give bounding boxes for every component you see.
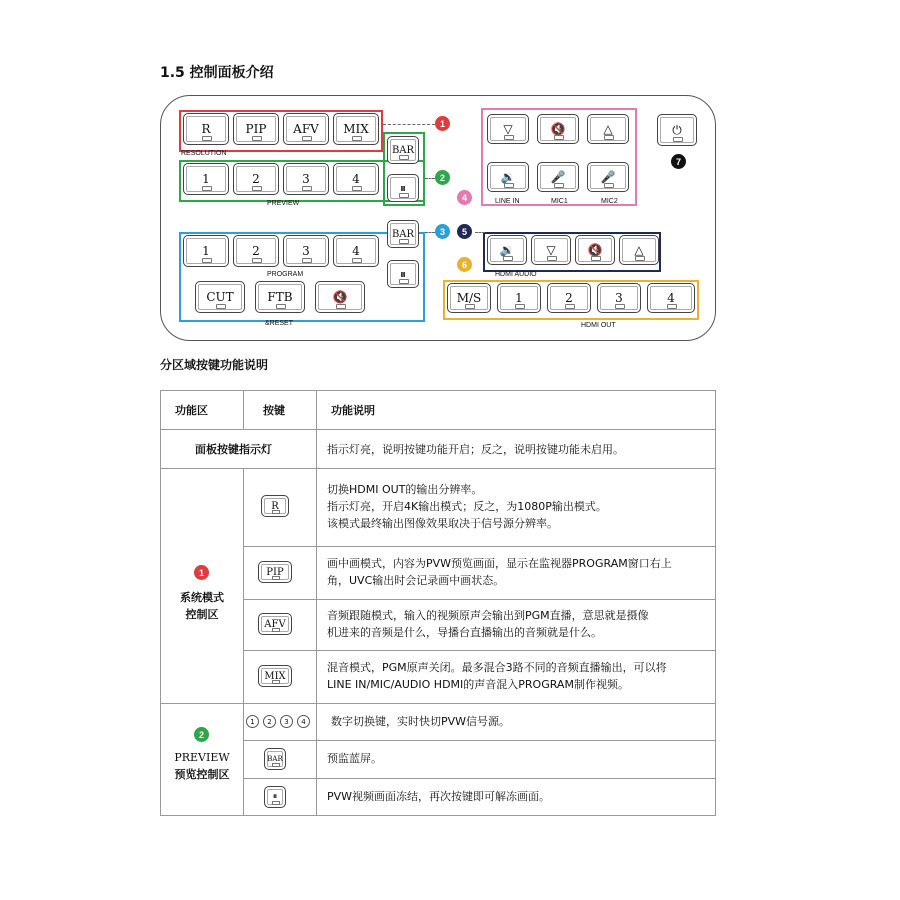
function-table [160, 390, 716, 816]
num-key-2: 2 [263, 715, 276, 728]
afv-desc-2: 机进来的音频是什么，导播台直播输出的音频就是什么。 [327, 626, 602, 639]
program-freeze-key: ⏸ [387, 260, 419, 288]
mic2-key: 🎤 [587, 162, 629, 192]
power-key: ⏻ [657, 114, 697, 146]
line-in-key: 🔉 [487, 162, 529, 192]
table-key-pip: PIP [258, 561, 292, 583]
table-key-r: R [261, 495, 289, 517]
control-panel-diagram [160, 95, 716, 341]
group2-badge: 2 [194, 727, 209, 742]
hdmi-audio-down-key: ▽ [531, 235, 571, 265]
num-key-1: 1 [246, 715, 259, 728]
audio-mute-key: 🔇 [537, 114, 579, 144]
mic2-label: MIC2 [601, 198, 618, 205]
header-key: 按键 [263, 404, 285, 417]
preview-freeze-key: ⏸ [387, 174, 419, 202]
hdmi-audio-volume-key: 🔉 [487, 235, 527, 265]
section-title: 1.5 控制面板介绍 [160, 65, 274, 81]
hdmi-out-label: HDMI OUT [581, 322, 616, 329]
table-key-afv: AFV [258, 613, 292, 635]
line-in-label: LINE IN [495, 198, 520, 205]
resolution-label: RESOLUTION [181, 150, 227, 157]
group1-name-1: 系统模式 [180, 591, 224, 604]
cut-key: CUT [195, 281, 245, 313]
key-r: R [183, 113, 229, 145]
freeze-desc: PVW视频画面冻结，再次按键即可解冻画面。 [327, 790, 551, 803]
table-key-mix: MIX [258, 665, 292, 687]
table-key-freeze [264, 786, 286, 808]
group2-name-2: 预览控制区 [174, 768, 230, 781]
group1-badge: 1 [194, 565, 209, 580]
audio-up-key: △ [587, 114, 629, 144]
hdmi-out-key-4: 4 [647, 283, 695, 313]
group1-name-2: 控制区 [185, 608, 219, 621]
hdmi-audio-mute-key: 🔇 [575, 235, 615, 265]
hdmi-out-key-1: 1 [497, 283, 541, 313]
mic1-key: 🎤 [537, 162, 579, 192]
mix-desc-1: 混音模式，PGM原声关闭。最多混合3路不同的音频直播输出，可以将 [327, 661, 667, 674]
mic1-label: MIC1 [551, 198, 568, 205]
indicator-desc: 指示灯亮，说明按键功能开启；反之，说明按键功能未启用。 [327, 443, 624, 456]
num-desc: 数字切换键，实时快切PVW信号源。 [331, 715, 511, 728]
r-desc-2: 指示灯亮，开启4K输出模式；反之，为1080P输出模式。 [327, 500, 607, 513]
ftb-key: FTB [255, 281, 305, 313]
hdmi-out-key-2: 2 [547, 283, 591, 313]
program-mute-key: 🔇 [315, 281, 365, 313]
header-desc: 功能说明 [331, 404, 375, 417]
hdmi-audio-up-key: △ [619, 235, 659, 265]
badge-5: 5 [457, 224, 472, 239]
afv-desc-1: 音频跟随模式，输入的视频原声会输出到PGM直播，意思就是摄像 [327, 609, 649, 622]
audio-down-key: ▽ [487, 114, 529, 144]
num-key-3: 3 [280, 715, 293, 728]
reset-label: &RESET [265, 320, 294, 327]
badge-4: 4 [457, 190, 472, 205]
preview-label: PREVIEW [267, 200, 300, 207]
program-label: PROGRAM [267, 271, 304, 278]
program-key-4: 4 [333, 235, 379, 267]
program-key-3: 3 [283, 235, 329, 267]
pip-desc-2: 角，UVC输出时会记录画中画状态。 [327, 574, 505, 587]
hdmi-audio-label: HDMI AUDIO [495, 271, 537, 278]
mix-desc-2: LINE IN/MIC/AUDIO HDMI的声音混入PROGRAM制作视频。 [327, 678, 629, 691]
key-pip: PIP [233, 113, 279, 145]
badge-7: 7 [671, 154, 686, 169]
r-desc-3: 该模式最终输出图像效果取决于信号源分辨率。 [327, 517, 558, 530]
ms-key: M/S [447, 283, 491, 313]
table-key-bar: BAR [264, 748, 286, 770]
section-subtitle: 分区域按键功能说明 [160, 358, 269, 372]
badge-1: 1 [435, 116, 450, 131]
key-afv: AFV [283, 113, 329, 145]
program-bar-key: BAR [387, 220, 419, 248]
hdmi-out-key-3: 3 [597, 283, 641, 313]
key-mix: MIX [333, 113, 379, 145]
badge-3: 3 [435, 224, 450, 239]
preview-key-1: 1 [183, 163, 229, 195]
preview-key-4: 4 [333, 163, 379, 195]
badge-6: 6 [457, 257, 472, 272]
r-desc-1: 切换HDMI OUT的输出分辨率。 [327, 483, 483, 496]
group2-name-1: PREVIEW [174, 751, 230, 764]
preview-key-2: 2 [233, 163, 279, 195]
indicator-label: 面板按键指示灯 [195, 443, 272, 456]
preview-key-3: 3 [283, 163, 329, 195]
num-key-4: 4 [297, 715, 310, 728]
badge-2: 2 [435, 170, 450, 185]
freeze-icon: ⏸ [272, 792, 278, 802]
pip-desc-1: 画中画模式，内容为PVW预览画面，显示在监视器PROGRAM窗口右上 [327, 557, 672, 570]
program-key-1: 1 [183, 235, 229, 267]
preview-bar-key: BAR [387, 136, 419, 164]
header-area: 功能区 [175, 404, 208, 417]
bar-desc: 预监蓝屏。 [327, 752, 382, 765]
program-key-2: 2 [233, 235, 279, 267]
